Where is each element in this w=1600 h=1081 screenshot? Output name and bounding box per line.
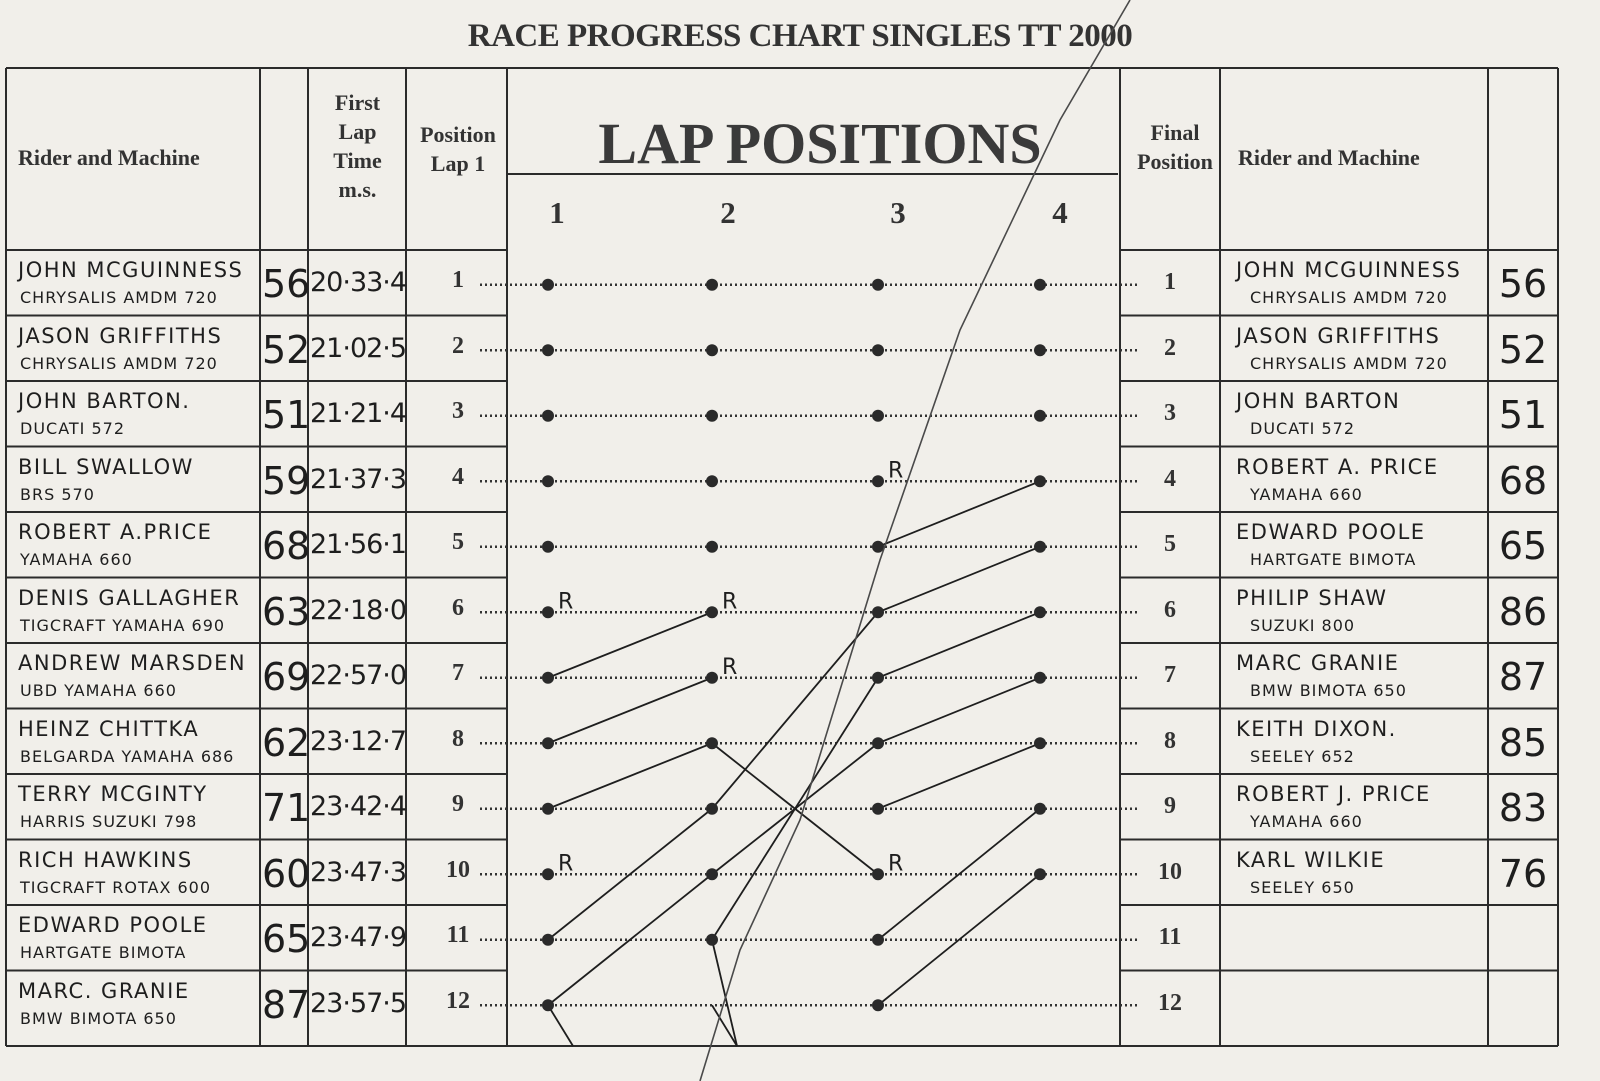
lap-position-dot: [1034, 279, 1046, 291]
lap-position-dot: [542, 279, 554, 291]
lap-position-dot: [872, 999, 884, 1011]
lap1-position-label: 10: [446, 856, 470, 883]
right-rider-name: ROBERT J. PRICE: [1236, 782, 1431, 806]
left-rider-number: 56: [262, 262, 311, 306]
lap-position-dot: [872, 672, 884, 684]
right-rider-machine: YAMAHA 660: [1250, 484, 1363, 504]
right-rider-number: 51: [1498, 393, 1548, 437]
left-rider-name: EDWARD POOLE: [18, 913, 208, 937]
lap-position-dot: [872, 868, 884, 880]
lap-position-dot: [542, 934, 554, 946]
lap-position-dot: [1034, 475, 1046, 487]
lap-position-dot: [706, 737, 718, 749]
right-rider-machine: CHRYSALIS AMDM 720: [1250, 353, 1448, 373]
right-rider-name: MARC GRANIE: [1236, 651, 1400, 675]
left-rider-name: ANDREW MARSDEN: [18, 651, 247, 675]
left-rider-number: 71: [262, 786, 311, 830]
header-position-lap1: Position Lap 1: [420, 122, 496, 176]
lap1-position-label: 3: [452, 398, 464, 424]
lap-position-dot: [706, 672, 718, 684]
left-rider-machine: UBD YAMAHA 660: [20, 681, 177, 700]
lap-position-dot: [706, 868, 718, 880]
lap-position-dot: [706, 541, 718, 553]
left-rider-name: DENIS GALLAGHER: [18, 585, 241, 610]
final-position-label: 10: [1158, 858, 1182, 885]
header-final-position: Final Position: [1137, 120, 1213, 174]
left-first-lap-time: 21·02·5: [310, 332, 407, 364]
left-rider-machine: TIGCRAFT ROTAX 600: [20, 877, 212, 897]
position-change-line: [878, 612, 1040, 678]
left-first-lap-time: 22·57·0: [310, 660, 407, 691]
lap1-position-label: 8: [452, 725, 464, 752]
lap-position-dot: [706, 934, 718, 946]
final-position-label: 2: [1164, 334, 1176, 361]
right-rider-number: 65: [1498, 524, 1548, 568]
final-position-label: 5: [1164, 531, 1176, 557]
left-rider-number: 68: [262, 524, 311, 568]
right-rider-machine: SEELEY 650: [1250, 877, 1355, 897]
position-change-line: [878, 481, 1040, 547]
left-first-lap-time: 23·47·3: [310, 856, 407, 888]
lap-position-dot: [872, 737, 884, 749]
position-change-line: [712, 612, 878, 809]
right-rider-number: 87: [1498, 655, 1548, 699]
left-rider-name: RICH HAWKINS: [18, 847, 193, 872]
right-rider-number: 52: [1498, 327, 1548, 372]
lap-position-dot: [542, 410, 554, 422]
final-position-label: 8: [1164, 727, 1176, 754]
lap-position-dot: [542, 868, 554, 880]
chart-title: RACE PROGRESS CHART SINGLES TT 2000: [467, 18, 1133, 54]
lap-position-dot: [1034, 672, 1046, 684]
position-change-line: [878, 678, 1040, 744]
left-rider-name: BILL SWALLOW: [18, 454, 194, 479]
final-position-label: 12: [1158, 989, 1182, 1016]
retired-marker: R: [888, 851, 904, 877]
lap1-position-label: 7: [452, 660, 464, 686]
left-rider-machine: BMW BIMOTA 650: [20, 1008, 177, 1028]
lap-number-3: 3: [890, 195, 906, 230]
left-first-lap-time: 23·42·4: [310, 791, 407, 822]
retired-marker: R: [558, 589, 574, 615]
right-rider-machine: SEELEY 652: [1250, 746, 1355, 766]
final-position-label: 3: [1164, 400, 1176, 426]
lap-position-dot: [872, 803, 884, 815]
lap-position-dot: [542, 737, 554, 749]
left-rider-name: JASON GRIFFITHS: [18, 323, 223, 348]
left-rider-number: 69: [262, 655, 311, 699]
lap-position-dot: [872, 475, 884, 487]
right-rider-name: JOHN BARTON: [1236, 389, 1401, 413]
position-change-line: [712, 1005, 737, 1046]
lap1-position-label: 11: [446, 922, 470, 948]
lap-position-dot: [706, 344, 718, 356]
lap-position-dot: [1034, 344, 1046, 356]
left-rider-name: JOHN BARTON.: [18, 389, 191, 413]
lap-position-dot: [872, 541, 884, 553]
left-rider-machine: HARTGATE BIMOTA: [20, 943, 187, 962]
left-first-lap-time: 21·56·1: [310, 529, 407, 560]
right-rider-machine: DUCATI 572: [1250, 419, 1356, 438]
header-rider-machine-left: Rider and Machine: [18, 145, 200, 170]
left-first-lap-time: 23·57·5: [310, 987, 407, 1019]
lap-position-dot: [1034, 410, 1046, 422]
lap1-position-label: 12: [446, 987, 470, 1014]
right-rider-name: KARL WILKIE: [1236, 847, 1386, 872]
lap-number-1: 1: [549, 195, 565, 230]
right-rider-name: EDWARD POOLE: [1236, 520, 1426, 544]
position-change-line: [548, 678, 712, 744]
lap1-position-label: 2: [452, 332, 464, 359]
lap1-position-label: 4: [452, 463, 464, 490]
retired-marker: R: [722, 654, 738, 680]
position-change-line: [548, 874, 712, 1005]
left-rider-number: 62: [262, 720, 311, 765]
position-change-line: [548, 612, 712, 678]
header-rider-machine-right: Rider and Machine: [1238, 145, 1420, 170]
header-first-lap-time: First Lap Time m.s.: [333, 90, 382, 202]
position-change-line: [548, 1005, 573, 1046]
right-rider-number: 83: [1498, 786, 1548, 830]
right-rider-machine: SUZUKI 800: [1250, 615, 1356, 635]
lap-position-dot: [542, 999, 554, 1011]
left-rider-name: TERRY MCGINTY: [18, 782, 208, 806]
left-rider-machine: YAMAHA 660: [20, 550, 133, 569]
left-first-lap-time: 22·18·0: [310, 594, 407, 626]
position-change-line: [878, 743, 1040, 809]
left-rider-machine: DUCATI 572: [20, 419, 126, 438]
lap-position-dot: [706, 279, 718, 291]
lap-position-dot: [706, 410, 718, 422]
right-rider-machine: BMW BIMOTA 650: [1250, 681, 1407, 700]
left-rider-machine: BRS 570: [20, 484, 95, 504]
final-position-label: 11: [1158, 924, 1182, 950]
left-rider-number: 52: [262, 327, 311, 372]
right-rider-name: JASON GRIFFITHS: [1236, 323, 1441, 348]
left-rider-name: ROBERT A.PRICE: [18, 520, 213, 544]
left-first-lap-time: 23·47·9: [310, 922, 407, 953]
lap-position-dot: [1034, 803, 1046, 815]
lap-position-dot: [1034, 868, 1046, 880]
lap-position-dot: [542, 672, 554, 684]
lap-position-dot: [872, 606, 884, 618]
final-position-label: 7: [1164, 662, 1176, 688]
left-rider-machine: CHRYSALIS AMDM 720: [20, 288, 218, 307]
left-rider-number: 60: [262, 851, 311, 896]
left-rider-number: 51: [262, 393, 311, 437]
right-rider-number: 86: [1498, 589, 1548, 634]
lap-number-4: 4: [1052, 195, 1068, 230]
right-rider-machine: CHRYSALIS AMDM 720: [1250, 288, 1448, 307]
right-rider-name: PHILIP SHAW: [1236, 585, 1388, 610]
left-rider-number: 59: [262, 458, 311, 503]
retired-marker: R: [888, 458, 904, 484]
retired-marker: R: [558, 851, 574, 877]
final-position-label: 6: [1164, 596, 1176, 623]
left-rider-name: JOHN MCGUINNESS: [18, 258, 244, 282]
lap1-position-label: 6: [452, 594, 464, 621]
lap-position-dot: [1034, 541, 1046, 553]
lap-position-dot: [872, 934, 884, 946]
left-rider-number: 65: [262, 917, 311, 961]
right-rider-name: JOHN MCGUINNESS: [1236, 258, 1462, 282]
left-rider-name: HEINZ CHITTKA: [18, 716, 200, 741]
left-rider-machine: CHRYSALIS AMDM 720: [20, 353, 218, 373]
left-rider-name: MARC. GRANIE: [18, 978, 190, 1003]
header-lap-positions: LAP POSITIONS: [598, 111, 1042, 176]
right-rider-number: 56: [1498, 262, 1548, 306]
right-rider-number: 68: [1498, 458, 1548, 503]
left-first-lap-time: 23·12·7: [310, 725, 407, 757]
right-rider-number: 76: [1498, 851, 1548, 896]
lap-position-dot: [872, 279, 884, 291]
left-first-lap-time: 21·21·4: [310, 398, 407, 429]
right-rider-name: ROBERT A. PRICE: [1236, 454, 1439, 479]
left-rider-number: 87: [262, 982, 311, 1027]
position-change-line: [878, 547, 1040, 613]
right-rider-name: KEITH DIXON.: [1236, 716, 1397, 741]
lap-position-dot: [706, 606, 718, 618]
lap-position-dot: [542, 803, 554, 815]
lap1-position-label: 5: [452, 529, 464, 555]
left-rider-machine: HARRIS SUZUKI 798: [20, 812, 198, 831]
lap-position-dot: [542, 541, 554, 553]
lap-number-2: 2: [720, 195, 736, 230]
final-position-label: 4: [1164, 465, 1176, 492]
left-rider-machine: BELGARDA YAMAHA 686: [20, 746, 235, 766]
left-rider-machine: TIGCRAFT YAMAHA 690: [20, 615, 226, 635]
right-rider-machine: HARTGATE BIMOTA: [1250, 550, 1417, 569]
lap-position-dot: [872, 410, 884, 422]
final-position-label: 1: [1164, 269, 1176, 295]
lap-position-dot: [542, 606, 554, 618]
right-rider-number: 85: [1498, 720, 1548, 765]
left-first-lap-time: 20·33·4: [310, 267, 407, 298]
position-change-line: [548, 743, 712, 809]
lap-position-dot: [1034, 737, 1046, 749]
left-rider-number: 63: [262, 589, 311, 634]
lap1-position-label: 9: [452, 791, 464, 817]
lap-position-dot: [872, 344, 884, 356]
lap-position-dot: [706, 803, 718, 815]
retired-marker: R: [722, 589, 738, 615]
left-first-lap-time: 21·37·3: [310, 463, 407, 495]
lap-position-dot: [542, 344, 554, 356]
lap-position-dot: [542, 475, 554, 487]
final-position-label: 9: [1164, 793, 1176, 819]
right-rider-machine: YAMAHA 660: [1250, 812, 1363, 831]
lap-position-dot: [706, 475, 718, 487]
lap-position-dot: [1034, 606, 1046, 618]
lap1-position-label: 1: [452, 267, 464, 293]
